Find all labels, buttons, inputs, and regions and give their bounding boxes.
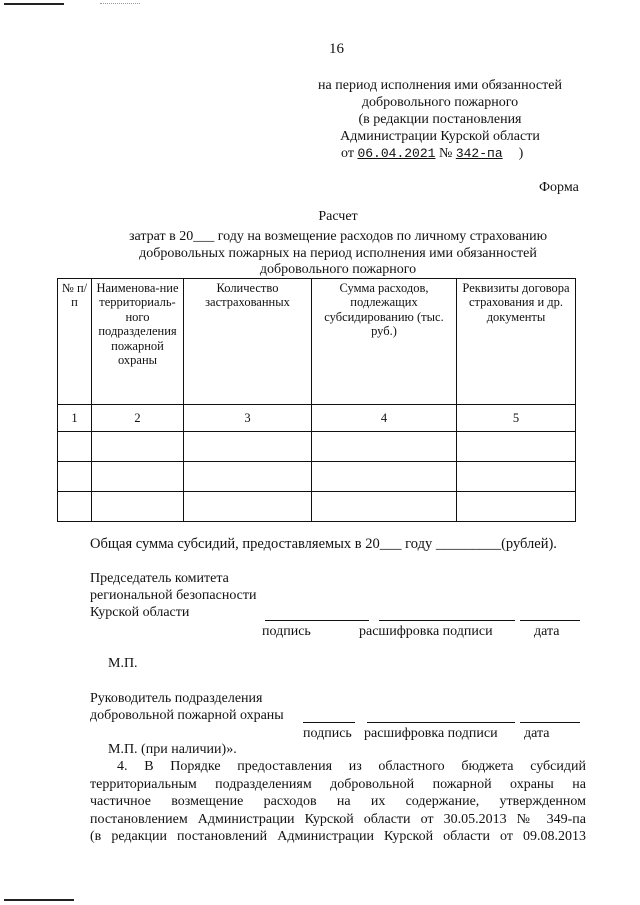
close-paren: ) — [518, 146, 524, 161]
number-value: 342-па — [455, 146, 503, 161]
scan-edge-mark — [4, 899, 74, 901]
signature-caption: подпись — [303, 726, 352, 741]
stamp-label: М.П. (при наличии)». — [108, 742, 237, 757]
column-number: 2 — [92, 405, 184, 432]
header-date-line — [341, 146, 523, 163]
signature-caption: подпись — [262, 624, 311, 639]
date-line — [520, 620, 580, 621]
column-header: Сумма расходов, подлежащих субсидированию (тыс. руб.) — [312, 279, 457, 405]
column-header: № п/п — [58, 279, 92, 405]
header-line: добровольного пожарного — [361, 95, 519, 110]
form-label: Форма — [539, 180, 579, 195]
doc-subtitle-line: затрат в 20___ году на возмещение расходов по личному страхованию — [128, 229, 548, 244]
doc-title: Расчет — [318, 209, 358, 224]
header-line: Администрации Курской области — [340, 129, 540, 144]
column-number: 1 — [58, 405, 92, 432]
date-caption: дата — [524, 726, 550, 741]
scan-edge-mark — [100, 3, 140, 4]
paragraph-line: постановлением Администрации Курской области от 30.05.2013 № 349-па — [90, 811, 586, 827]
table-row — [58, 462, 576, 492]
date-line — [520, 722, 580, 723]
column-header: Реквизиты договора страхования и др. документы — [457, 279, 576, 405]
signature-line — [303, 722, 355, 723]
cost-table — [57, 278, 576, 522]
scan-edge-mark — [4, 3, 64, 5]
date-caption: дата — [534, 624, 560, 639]
paragraph-4 — [90, 758, 586, 846]
head-title-line: добровольной пожарной охраны — [90, 708, 284, 723]
table-header-row — [58, 279, 576, 405]
paragraph-line: (в редакции постановлений Администрации Курской области от 09.08.2013 — [90, 829, 586, 844]
chairman-title-line: Председатель комитета — [90, 571, 229, 586]
table-row — [58, 432, 576, 462]
signature-line — [265, 620, 369, 621]
chairman-title-line: региональной безопасности — [90, 588, 257, 603]
column-number: 5 — [457, 405, 576, 432]
column-number-row — [58, 405, 576, 432]
stamp-label: М.П. — [108, 656, 138, 671]
column-header: Количество застрахованных — [184, 279, 312, 405]
chairman-title-line: Курской области — [90, 605, 190, 620]
paragraph-line: частичное возмещение расходов на их содержание, утвержденном — [90, 794, 586, 809]
paragraph-line: 4. В Порядке предоставления из областного бюджета субсидий — [117, 759, 586, 774]
doc-subtitle-line: добровольных пожарных на период исполнения ими обязанностей — [139, 246, 537, 261]
head-title-line: Руководитель подразделения — [90, 691, 263, 706]
column-header: Наименова-ние территориаль-ного подразделения пожарной охраны — [92, 279, 184, 405]
date-prefix: от — [341, 146, 354, 161]
table-row — [58, 492, 576, 522]
decode-line — [379, 620, 515, 621]
page-number: 16 — [329, 41, 344, 57]
column-number: 3 — [184, 405, 312, 432]
paragraph-line: территориальным подразделениям добровольной пожарной охраны на — [90, 776, 586, 792]
column-number: 4 — [312, 405, 457, 432]
header-line: на период исполнения ими обязанностей — [318, 78, 562, 93]
decode-line — [367, 722, 515, 723]
decode-caption: расшифровка подписи — [359, 624, 493, 639]
date-value: 06.04.2021 — [357, 146, 436, 161]
doc-subtitle-line: добровольного пожарного — [259, 262, 417, 277]
header-line: (в редакции постановления — [358, 112, 522, 127]
total-subsidy-line: Общая сумма субсидий, предоставляемых в 20___ году _________(рублей). — [90, 536, 557, 552]
number-sign: № — [438, 146, 453, 161]
decode-caption: расшифровка подписи — [364, 726, 498, 741]
